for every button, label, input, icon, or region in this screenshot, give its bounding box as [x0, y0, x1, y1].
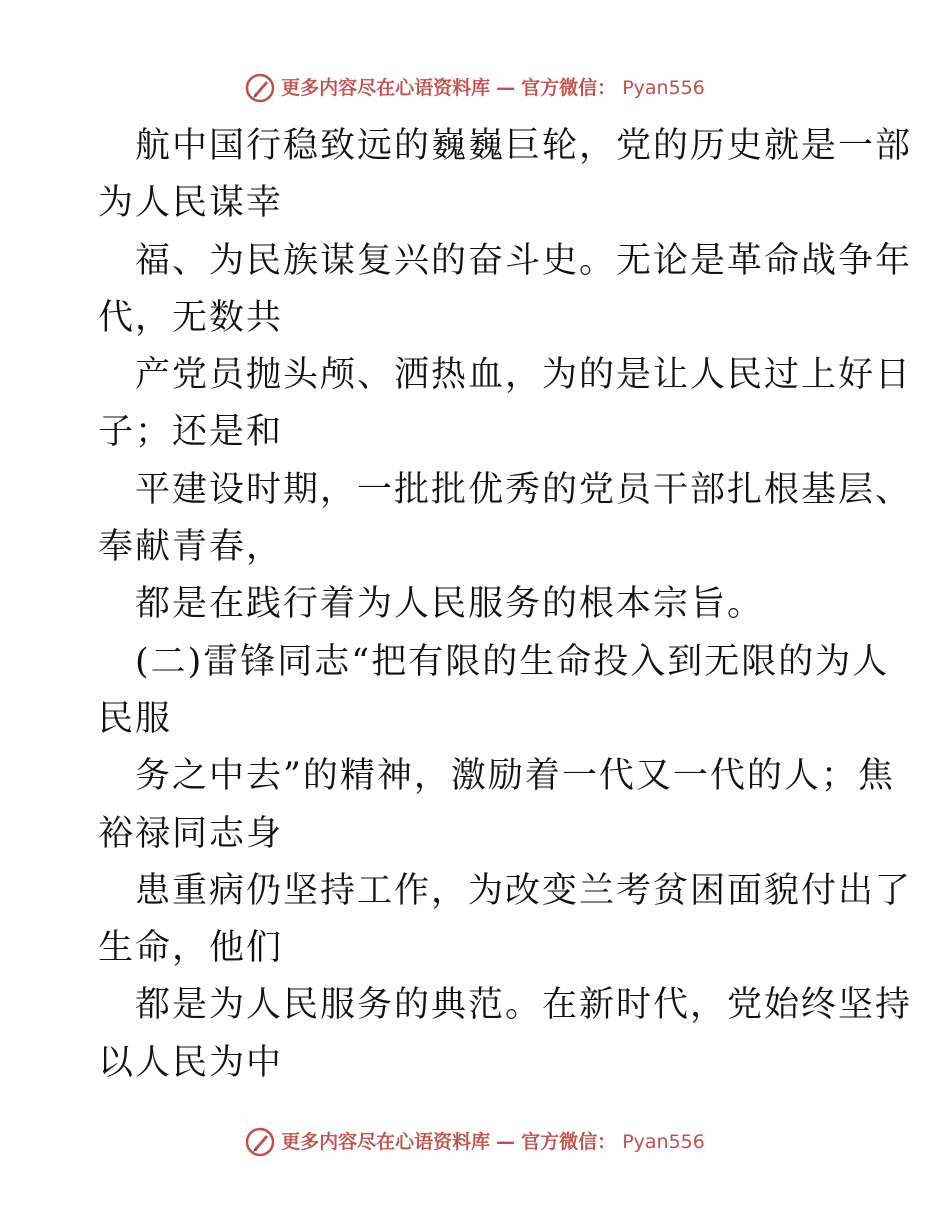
body-line: 子；还是和 — [98, 412, 284, 453]
watermark-site-text: 更多内容尽在心语资料库 — [281, 1131, 491, 1153]
watermark-wechat-label: 官方微信： — [521, 77, 617, 99]
body-line: 务之中去”的精神，激励着一代又一代的人；焦 — [135, 756, 895, 797]
document-body — [98, 118, 913, 1092]
footer-watermark — [0, 1127, 950, 1157]
body-line: 福、为民族谋复兴的奋斗史。无论是革命战争年 — [135, 240, 913, 281]
watermark-dash: — — [496, 77, 516, 99]
body-line: 患重病仍坚持工作，为改变兰考贫困面貌付出了 — [135, 870, 913, 911]
body-line: 奉献青春， — [98, 527, 284, 568]
quill-pen-logo-icon — [245, 1127, 275, 1157]
body-line: 民服 — [98, 698, 173, 739]
watermark-wechat-id: Pyan556 — [622, 1131, 705, 1153]
body-line: 平建设时期，一批批优秀的党员干部扎根基层、 — [135, 469, 913, 510]
body-line: 都是在践行着为人民服务的根本宗旨。 — [135, 584, 765, 625]
watermark-site-text: 更多内容尽在心语资料库 — [281, 77, 491, 99]
body-line: 裕禄同志身 — [98, 813, 284, 854]
body-line: 航中国行稳致远的巍巍巨轮，党的历史就是一部 — [135, 126, 913, 166]
body-line: 以人民为中 — [98, 1042, 284, 1083]
body-line: 为人民谋幸 — [98, 183, 284, 224]
body-line: 产党员抛头颅、洒热血，为的是让人民过上好日 — [135, 355, 913, 396]
watermark-wechat-id: Pyan556 — [622, 77, 705, 99]
watermark-dash: — — [496, 1131, 516, 1153]
body-line: 生命，他们 — [98, 928, 284, 969]
body-line: 代，无数共 — [98, 297, 284, 338]
body-line: 都是为人民服务的典范。在新时代，党始终坚持 — [135, 985, 913, 1026]
header-watermark — [0, 73, 950, 103]
body-line: (二)雷锋同志“把有限的生命投入到无限的为人 — [135, 641, 890, 682]
watermark-wechat-label: 官方微信： — [521, 1131, 617, 1153]
quill-pen-logo-icon — [245, 73, 275, 103]
